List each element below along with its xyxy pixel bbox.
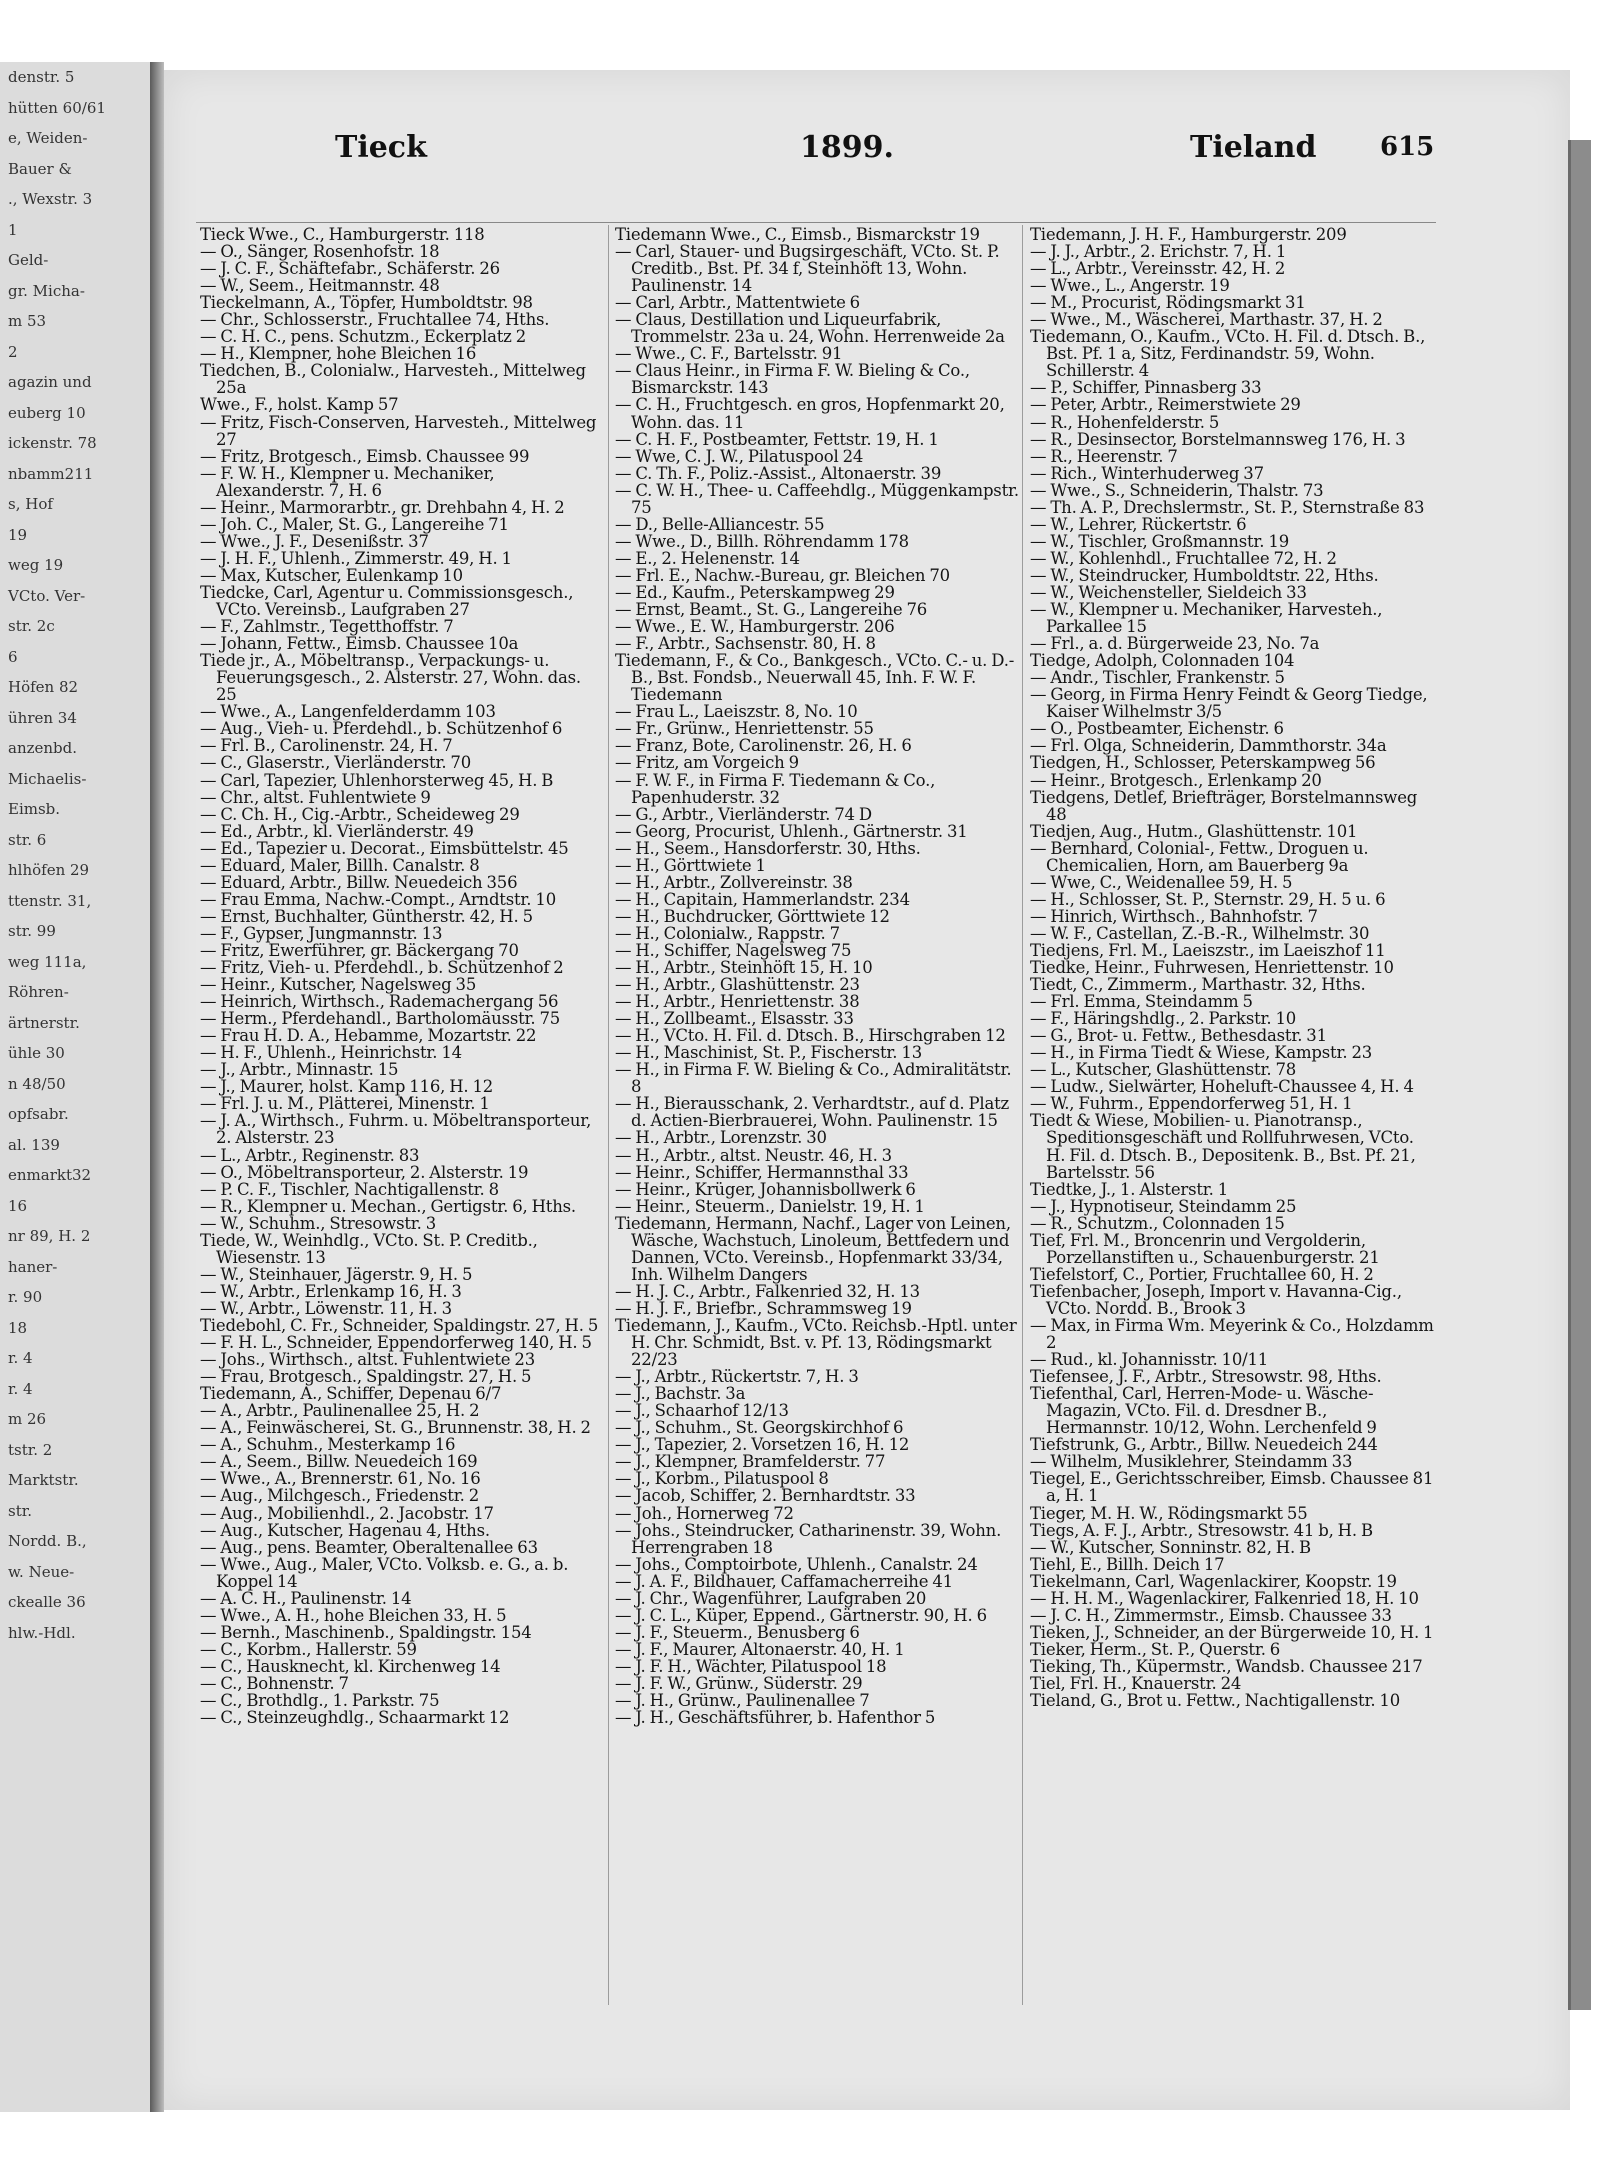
directory-entry: — G., Brot- u. Fettw., Bethesdastr. 31 [1030,1026,1327,1046]
directory-entry: Tiedt & Wiese, Mobilien- u. Pianotransp., Speditionsgeschäft und Rollfuhrwesen, VCto. H. Fil. d. Dtsch. B., Depositenk. B., Bst. Pf. 21, Bartelsstr. 56 [1030,1111,1416,1182]
previous-page-line: ckealle 36 [8,1593,86,1611]
directory-entry: Tieker, Herm., St. P., Querstr. 6 [1030,1639,1281,1659]
previous-page-line: Bauer & [8,159,72,178]
directory-entry: — Joh., Hornerweg 72 [615,1503,794,1523]
directory-entry: — Carl, Arbtr., Mattentwiete 6 [615,293,860,313]
directory-entry: — C., Bohnenstr. 7 [200,1673,349,1693]
directory-entry: — W., Lehrer, Rückertstr. 6 [1030,514,1247,534]
directory-entry: — Wwe., S., Schneiderin, Thalstr. 73 [1030,480,1324,500]
directory-entry: — H., Maschinist, St. P., Fischerstr. 13 [615,1043,922,1063]
previous-page-line: 18 [8,1318,28,1337]
directory-column-2 [615,226,1019,1726]
previous-page-line: agazin und [8,373,92,391]
directory-entry: — Ed., Kaufm., Peterskampweg 29 [615,582,895,602]
directory-entry: — H., Arbtr., Steinhöft 15, H. 10 [615,958,873,978]
directory-entry: — R., Hohenfelderstr. 5 [1030,412,1220,432]
directory-entry: — G., Arbtr., Vierländerstr. 74 D [615,804,872,824]
directory-entry: — Frl. Olga, Schneiderin, Dammthorstr. 34a [1030,736,1387,756]
directory-entry: — Carl, Stauer- und Bugsirgeschäft, VCto. St. P. Creditb., Bst. Pf. 34 f, Steinhöft 13, Wohn. Paulinenstr. 14 [615,242,1000,296]
directory-entry: — J., Tapezier, 2. Vorsetzen 16, H. 12 [615,1435,910,1455]
directory-entry: — Aug., Kutscher, Hagenau 4, Hths. [200,1520,490,1540]
directory-entry: Tiedebohl, C. Fr., Schneider, Spaldingstr. 27, H. 5 [200,1316,599,1335]
directory-entry: — Joh. C., Maler, St. G., Langereihe 71 [200,514,509,534]
directory-entry: — F., Zahlmstr., Tegetthoffstr. 7 [200,617,454,637]
directory-entry: — J. J., Arbtr., 2. Erichstr. 7, H. 1 [1030,242,1287,262]
directory-entry: Tiel, Frl. H., Knauerstr. 24 [1030,1673,1242,1693]
previous-page-line: s, Hof [8,495,53,513]
directory-entry: — F. W. F., in Firma F. Tiedemann & Co., Papenhuderstr. 32 [615,770,936,807]
directory-entry: — C. Ch. H., Cig.-Arbtr., Scheideweg 29 [200,804,520,824]
directory-entry: — Frau L., Laeiszstr. 8, No. 10 [615,702,858,722]
directory-entry: — Heinr., Brotgesch., Erlenkamp 20 [1030,770,1322,790]
directory-entry: Tiedemann Wwe., C., Eimsb., Bismarckstr 19 [615,225,980,244]
previous-page-line: Michaelis- [8,769,87,788]
directory-entry: — R., Desinsector, Borstelmannsweg 176, H. 3 [1030,429,1406,449]
directory-entry: Tief, Frl. M., Broncenrin und Vergolderin, Porzellanstiften u., Schauenburgerstr. 21 [1030,1230,1380,1267]
previous-page-line: r. 4 [8,1379,33,1398]
directory-entry: — H., Arbtr., Lorenzstr. 30 [615,1128,827,1148]
directory-entry: — H., Arbtr., Glashüttenstr. 23 [615,975,860,995]
directory-entry: — C. H. F., Postbeamter, Fettstr. 19, H. 1 [615,429,939,449]
directory-entry: — J. H., Geschäftsführer, b. Hafenthor 5 [615,1708,936,1728]
directory-entry: — Aug., pens. Beamter, Oberaltenallee 63 [200,1537,538,1557]
previous-page-line: denstr. 5 [8,68,75,86]
directory-entry: Tiefstrunk, G., Arbtr., Billw. Neuedeich 244 [1030,1435,1378,1455]
directory-entry: — Wwe., Aug., Maler, VCto. Volksb. e. G., a. b. Koppel 14 [200,1554,569,1591]
directory-entry: — Fritz, Ewerführer, gr. Bäckergang 70 [200,940,519,960]
directory-entry: — L., Arbtr., Reginenstr. 83 [200,1145,420,1165]
directory-entry: — C., Brothdlg., 1. Parkstr. 75 [200,1691,440,1711]
directory-entry: — Rud., kl. Johannisstr. 10/11 [1030,1350,1269,1370]
directory-entry: — Wwe., D., Billh. Röhrendamm 178 [615,531,909,551]
previous-page-line: Röhren- [8,983,69,1001]
directory-entry: — Johann, Fettw., Eimsb. Chaussee 10a [200,634,519,654]
directory-entry: — A., Feinwäscherei, St. G., Brunnenstr. 38, H. 2 [200,1418,591,1438]
directory-entry: — Wwe., A., Brennerstr. 61, No. 16 [200,1469,481,1489]
directory-entry: — D., Belle-Alliancestr. 55 [615,514,825,534]
directory-entry: — Max, in Firma Wm. Meyerink & Co., Holzdamm 2 [1030,1316,1434,1353]
directory-entry: Tiedgens, Detlef, Briefträger, Borstelmannsweg 48 [1030,787,1418,824]
directory-entry: — J. A., Wirthsch., Fuhrm. u. Möbeltransporteur, 2. Alsterstr. 23 [200,1111,592,1148]
directory-entry: — Frau H. D. A., Hebamme, Mozartstr. 22 [200,1026,537,1046]
directory-entry: Tiedemann, Hermann, Nachf., Lager von Leinen, Wäsche, Wachstuch, Linoleum, Bettfedern und Dannen, VCto. Vereinsb., Hopfenmarkt 33/34, Inh. Wilhelm Dangers [615,1213,1011,1284]
directory-entry: — Frl. Emma, Steindamm 5 [1030,992,1253,1012]
header-last-name: Tieland [1190,130,1317,165]
directory-entry: — M., Procurist, Rödingsmarkt 31 [1030,293,1306,313]
directory-entry: — W., Kutscher, Sonninstr. 82, H. B [1030,1537,1311,1557]
directory-entry: Tiedgen, H., Schlosser, Peterskampweg 56 [1030,753,1376,773]
previous-page-line: nbamm211 [8,464,94,483]
previous-page-line: ., Wexstr. 3 [8,190,93,208]
directory-column-3 [1030,226,1434,1709]
directory-entry: Tiekelmann, Carl, Wagenlackirer, Koopstr. 19 [1030,1571,1397,1591]
directory-entry: — Fr., Grünw., Henriettenstr. 55 [615,719,874,739]
previous-page-line: ühle 30 [8,1044,65,1062]
directory-entry: Tiehl, E., Billh. Deich 17 [1030,1554,1225,1574]
directory-entry: — Chr., altst. Fuhlentwiete 9 [200,787,431,807]
directory-entry: Tiedemann, J., Kaufm., VCto. Reichsb.-Hptl. unter H. Chr. Schmidt, Bst. v. Pf. 13, Rödingsmarkt 22/23 [615,1316,1017,1370]
previous-page-line: gr. Micha- [8,281,85,300]
directory-entry: — Fritz, Brotgesch., Eimsb. Chaussee 99 [200,446,530,466]
directory-entry: — R., Schutzm., Colonnaden 15 [1030,1213,1285,1233]
directory-entry: — H. J. C., Arbtr., Falkenried 32, H. 13 [615,1281,920,1301]
directory-entry: Tieken, J., Schneider, an der Bürgerweide 10, H. 1 [1030,1622,1434,1642]
previous-page-line: tstr. 2 [8,1440,53,1459]
directory-entry: — Johs., Steindrucker, Catharinenstr. 39, Wohn. Herrengraben 18 [615,1520,1002,1557]
header-first-name: Tieck [335,130,427,165]
directory-entry: — Ed., Arbtr., kl. Vierländerstr. 49 [200,821,474,841]
directory-entry: — Wwe., A., Langenfelderdamm 103 [200,702,496,722]
directory-entry: — C., Korbm., Hallerstr. 59 [200,1639,417,1659]
directory-entry: — J., Hypnotiseur, Steindamm 25 [1030,1196,1297,1216]
directory-entry: Tiede, W., Weinhdlg., VCto. St. P. Creditb., Wiesenstr. 13 [200,1230,538,1267]
previous-page-line: al. 139 [8,1135,60,1154]
directory-entry: — H., in Firma F. W. Bieling & Co., Admiralitätstr. 8 [615,1060,1012,1097]
directory-entry: — W., Tischler, Großmannstr. 19 [1030,531,1289,551]
directory-entry: — H. J. F., Briefbr., Schrammsweg 19 [615,1298,912,1318]
previous-page-line: 6 [8,647,18,666]
previous-page-line: 1 [8,220,18,239]
previous-page-line: hlhöfen 29 [8,861,90,879]
previous-page-line: weg 19 [8,556,64,574]
directory-entry: — Wwe., C. F., Bartelsstr. 91 [615,344,843,364]
directory-entry: — J. C. H., Zimmermstr., Eimsb. Chaussee 33 [1030,1605,1392,1625]
previous-page-line: m 26 [8,1410,47,1428]
previous-page-line: e, Weiden- [8,129,88,147]
previous-page-line: weg 111a, [8,952,87,971]
directory-entry: — J., Maurer, holst. Kamp 116, H. 12 [200,1077,494,1097]
directory-entry: — P., Schiffer, Pinnasberg 33 [1030,378,1262,398]
directory-entry: Tiedemann, A., Schiffer, Depenau 6/7 [200,1384,502,1404]
previous-page-line: w. Neue- [8,1562,75,1581]
directory-entry: Tieckelmann, A., Töpfer, Humboldtstr. 98 [200,293,533,313]
directory-entry: — Wwe., A. H., hohe Bleichen 33, H. 5 [200,1605,507,1625]
directory-entry: — H., Colonialw., Rappstr. 7 [615,923,840,943]
directory-entry: — Ernst, Beamt., St. G., Langereihe 76 [615,600,928,620]
directory-entry: — O., Sänger, Rosenhofstr. 18 [200,242,440,262]
directory-entry: — Heinrich, Wirthsch., Rademachergang 56 [200,992,559,1012]
directory-entry: — W., Kohlenhdl., Fruchtallee 72, H. 2 [1030,548,1337,568]
previous-page-line: euberg 10 [8,403,86,422]
directory-entry: — W. F., Castellan, Z.-B.-R., Wilhelmstr. 30 [1030,923,1370,943]
directory-entry: — Georg, in Firma Henry Feindt & Georg Tiedge, Kaiser Wilhelmstr 3/5 [1030,685,1428,722]
directory-entry: — Heinr., Kutscher, Nagelsweg 35 [200,975,477,995]
previous-page-line: enmarkt32 [8,1166,92,1184]
directory-entry: — H., Schiffer, Nagelsweg 75 [615,940,852,960]
directory-entry: — Claus, Destillation und Liqueurfabrik, Trommelstr. 23a u. 24, Wohn. Herrenweide 2a [615,310,1005,347]
directory-entry: — Ed., Tapezier u. Decorat., Eimsbüttelstr. 45 [200,838,569,858]
directory-entry: — C., Hausknecht, kl. Kirchenweg 14 [200,1656,501,1676]
directory-entry: — J. F. W., Grünw., Süderstr. 29 [615,1673,863,1693]
book-gutter [150,62,164,2112]
previous-page-line: Nordd. B., [8,1532,87,1550]
directory-entry: — H., Bierausschank, 2. Verhardtstr., auf d. Platz d. Actien-Bierbrauerei, Wohn. Paulinenstr. 15 [615,1094,1010,1131]
directory-entry: — J., Schuhm., St. Georgskirchhof 6 [615,1418,904,1438]
directory-entry: — Heinr., Krüger, Johannisbollwerk 6 [615,1179,916,1199]
directory-entry: — Wwe., E. W., Hamburgerstr. 206 [615,617,895,637]
directory-entry: — J., Klempner, Bramfelderstr. 77 [615,1452,886,1472]
previous-page-line: str. 2c [8,617,55,635]
directory-entry: — Frau Emma, Nachw.-Compt., Arndtstr. 10 [200,889,556,909]
directory-entry: — Carl, Tapezier, Uhlenhorsterweg 45, H. B [200,770,554,790]
directory-entry: — J. F., Maurer, Altonaerstr. 40, H. 1 [615,1639,905,1659]
previous-page-line: haner- [8,1257,58,1276]
directory-entry: — O., Möbeltransporteur, 2. Alsterstr. 19 [200,1162,529,1182]
directory-entry: — J. F. H., Wächter, Pilatuspool 18 [615,1656,887,1676]
directory-entry: — Wwe, C., Weidenallee 59, H. 5 [1030,872,1293,892]
directory-entry: Tiedemann, J. H. F., Hamburgerstr. 209 [1030,225,1347,244]
directory-entry: Tiedemann, O., Kaufm., VCto. H. Fil. d. Dtsch. B., Bst. Pf. 1 a, Sitz, Ferdinandstr. 59, Wohn. Schillerstr. 4 [1030,327,1426,381]
directory-entry: — C., Steinzeughdlg., Schaarmarkt 12 [200,1708,510,1728]
directory-entry: — Franz, Bote, Carolinenstr. 26, H. 6 [615,736,912,756]
directory-entry: — H., Görttwiete 1 [615,855,766,875]
directory-entry: — Johs., Wirthsch., altst. Fuhlentwiete 23 [200,1350,536,1370]
directory-entry: — Wwe, C. J. W., Pilatuspool 24 [615,446,864,466]
directory-entry: — J. A. F., Bildhauer, Caffamacherreihe 41 [615,1571,953,1591]
directory-entry: — H., Schlosser, St. P., Sternstr. 29, H. 5 u. 6 [1030,889,1386,909]
directory-entry: — Heinr., Schiffer, Hermannsthal 33 [615,1162,909,1182]
directory-entry: — Peter, Arbtr., Reimerstwiete 29 [1030,395,1301,415]
directory-entry: Tiedchen, B., Colonialw., Harvesteh., Mittelweg 25a [200,361,586,398]
previous-page-line: 19 [8,525,28,544]
previous-page-line: 16 [8,1196,28,1215]
directory-entry: — Th. A. P., Drechslermstr., St. P., Sternstraße 83 [1030,497,1425,517]
directory-entry: — A., Arbtr., Paulinenallee 25, H. 2 [200,1401,480,1421]
previous-page-line: anzenbd. [8,739,78,757]
directory-entry: — J. H., Grünw., Paulinenallee 7 [615,1691,870,1711]
directory-entry: Tiedtke, J., 1. Alsterstr. 1 [1030,1179,1229,1199]
directory-entry: Tiede jr., A., Möbeltransp., Verpackungs- u. Feuerungsgesch., 2. Alsterstr. 27, Wohn. das. 25 [200,651,581,705]
directory-entry: — E., 2. Helenenstr. 14 [615,548,800,568]
directory-entry: Tiegs, A. F. J., Arbtr., Stresowstr. 41 b, H. B [1030,1520,1373,1540]
directory-entry: — Jacob, Schiffer, 2. Bernhardtstr. 33 [615,1486,916,1506]
directory-entry: — C. H. C., pens. Schutzm., Eckerplatz 2 [200,327,527,347]
directory-entry: — F., Arbtr., Sachsenstr. 80, H. 8 [615,634,876,654]
directory-entry: — W., Fuhrm., Eppendorferweg 51, H. 1 [1030,1094,1353,1114]
previous-page-line: ickenstr. 78 [8,434,97,452]
previous-page-line: n 48/50 [8,1074,66,1093]
previous-page-line: hütten 60/61 [8,98,106,117]
directory-entry: — Aug., Vieh- u. Pferdehdl., b. Schützenhof 6 [200,719,563,739]
directory-entry: — J. C. F., Schäftefabr., Schäferstr. 26 [200,259,500,279]
directory-entry: — H., Zollbeamt., Elsasstr. 33 [615,1009,854,1029]
directory-entry: — Ernst, Buchhalter, Güntherstr. 42, H. 5 [200,906,533,926]
directory-entry: — H. H. M., Wagenlackirer, Falkenried 18, H. 10 [1030,1588,1419,1608]
directory-entry: — R., Klempner u. Mechan., Gertigstr. 6, Hths. [200,1196,576,1216]
directory-entry: — R., Heerenstr. 7 [1030,446,1178,466]
directory-entry: — J., Arbtr., Minnastr. 15 [200,1060,399,1080]
directory-entry: Tieland, G., Brot u. Fettw., Nachtigallenstr. 10 [1030,1691,1401,1711]
directory-entry: Tieck Wwe., C., Hamburgerstr. 118 [200,225,485,244]
directory-entry: — H. F., Uhlenh., Heinrichstr. 14 [200,1043,462,1063]
previous-page-fragment [0,62,152,2112]
directory-entry: — H., Arbtr., Henriettenstr. 38 [615,992,860,1012]
directory-entry: Tiegel, E., Gerichtsschreiber, Eimsb. Chaussee 81 a, H. 1 [1030,1469,1434,1506]
previous-page-line: ühren 34 [8,708,77,727]
directory-entry: — L., Arbtr., Vereinsstr. 42, H. 2 [1030,259,1286,279]
directory-entry: — H., VCto. H. Fil. d. Dtsch. B., Hirschgraben 12 [615,1026,1006,1046]
column-divider [608,225,609,2005]
directory-entry: — C., Glaserstr., Vierländerstr. 70 [200,753,472,773]
previous-page-line: r. 4 [8,1349,33,1367]
previous-page-line: Marktstr. [8,1471,79,1489]
column-divider [1022,225,1023,2005]
directory-entry: — H., Arbtr., altst. Neustr. 46, H. 3 [615,1145,892,1165]
previous-page-line: str. 6 [8,830,47,849]
directory-entry: — Claus Heinr., in Firma F. W. Bieling & Co., Bismarckstr. 143 [615,361,970,398]
directory-entry: — Andr., Tischler, Frankenstr. 5 [1030,668,1285,688]
directory-entry: Tiefenthal, Carl, Herren-Mode- u. Wäsche-Magazin, VCto. Fil. d. Dresdner B., Hermannstr. 10/12, Wohn. Lerchenfeld 9 [1030,1384,1377,1438]
directory-entry: Tieger, M. H. W., Rödingsmarkt 55 [1030,1503,1308,1523]
directory-entry: — F., Häringshdlg., 2. Parkstr. 10 [1030,1009,1297,1029]
directory-entry: — Frl., a. d. Bürgerweide 23, No. 7a [1030,634,1320,654]
directory-entry: Tiefelstorf, C., Portier, Fruchtallee 60, H. 2 [1030,1264,1374,1284]
directory-entry: — Bernh., Maschinenb., Spaldingstr. 154 [200,1622,532,1642]
directory-entry: Tiedge, Adolph, Colonnaden 104 [1030,651,1295,671]
directory-entry: — W., Steinhauer, Jägerstr. 9, H. 5 [200,1264,473,1284]
page-number: 615 [1380,132,1435,162]
directory-entry: — H., in Firma Tiedt & Wiese, Kampstr. 23 [1030,1043,1373,1063]
directory-entry: Tiefensee, J. F., Arbtr., Stresowstr. 98, Hths. [1030,1367,1382,1387]
directory-entry: — H., Seem., Hansdorferstr. 30, Hths. [615,838,921,858]
directory-entry: — Frl. J. u. M., Plätterei, Minenstr. 1 [200,1094,490,1114]
directory-entry: Wwe., F., holst. Kamp 57 [200,395,399,415]
directory-entry: — H., Capitain, Hammerlandstr. 234 [615,889,910,909]
previous-page-line: ttenstr. 31, [8,891,92,910]
directory-entry: — O., Postbeamter, Eichenstr. 6 [1030,719,1284,739]
directory-entry: Tiedt, C., Zimmerm., Marthastr. 32, Hths. [1030,975,1366,995]
previous-page-line: VCto. Ver- [8,586,86,605]
previous-page-line: Geld- [8,251,49,269]
directory-entry: — J., Schaarhof 12/13 [615,1401,789,1421]
directory-entry: — Wwe., L., Angerstr. 19 [1030,276,1230,296]
directory-entry: — A., Seem., Billw. Neuedeich 169 [200,1452,478,1472]
previous-page-line: opfsabr. [8,1105,69,1123]
directory-entry: Tiedke, Heinr., Fuhrwesen, Henriettenstr. 10 [1030,958,1394,978]
directory-entry: — Rich., Winterhuderweg 37 [1030,463,1264,483]
directory-entry: — W., Klempner u. Mechaniker, Harvesteh., Parkallee 15 [1030,600,1383,637]
directory-entry: — W., Arbtr., Erlenkamp 16, H. 3 [200,1281,462,1301]
previous-page-line: ärtnerstr. [8,1013,80,1032]
previous-page-line: hlw.-Hdl. [8,1623,76,1642]
page-edge-stack [1568,140,1591,2010]
directory-entry: — Wwe., J. F., Desenißstr. 37 [200,531,429,551]
directory-entry: — H., Buchdrucker, Görttwiete 12 [615,906,890,926]
directory-entry: — A. C. H., Paulinenstr. 14 [200,1588,412,1608]
directory-entry: — Heinr., Marmorarbtr., gr. Drehbahn 4, H. 2 [200,497,565,517]
directory-entry: Tiefenbacher, Joseph, Import v. Havanna-Cig., VCto. Nordd. B., Brook 3 [1030,1281,1402,1318]
directory-entry: — Max, Kutscher, Eulenkamp 10 [200,565,463,585]
directory-entry: — F., Gypser, Jungmannstr. 13 [200,923,443,943]
directory-entry: — Ludw., Sielwärter, Hoheluft-Chaussee 4, H. 4 [1030,1077,1414,1097]
directory-entry: — J., Arbtr., Rückertstr. 7, H. 3 [615,1367,859,1387]
directory-entry: — W., Weichensteller, Sieldeich 33 [1030,582,1307,602]
previous-page-line: str. [8,1501,33,1520]
directory-entry: — J., Korbm., Pilatuspool 8 [615,1469,829,1489]
directory-entry: Tiedcke, Carl, Agentur u. Commissionsgesch., VCto. Vereinsb., Laufgraben 27 [200,582,574,620]
directory-entry: — Aug., Mobilienhdl., 2. Jacobstr. 17 [200,1503,494,1523]
directory-entry: Tieking, Th., Küpermstr., Wandsb. Chaussee 217 [1030,1656,1423,1676]
directory-entry: — Wilhelm, Musiklehrer, Steindamm 33 [1030,1452,1353,1472]
previous-page-line: str. 99 [8,922,56,940]
directory-entry: — Frl. E., Nachw.-Bureau, gr. Bleichen 70 [615,565,950,585]
directory-entry: — J. F., Steuerm., Benusberg 6 [615,1622,860,1642]
directory-entry: — C. H., Fruchtgesch. en gros, Hopfenmarkt 20, Wohn. das. 11 [615,395,1005,432]
directory-entry: — Fritz, am Vorgeich 9 [615,753,799,773]
previous-page-line: Eimsb. [8,800,61,818]
directory-entry: — F. W. H., Klempner u. Mechaniker, Alexanderstr. 7, H. 6 [200,463,495,500]
directory-entry: — Fritz, Vieh- u. Pferdehdl., b. Schützenhof 2 [200,958,564,978]
directory-entry: — F. H. L., Schneider, Eppendorferweg 140, H. 5 [200,1333,592,1353]
header-year: 1899. [800,130,894,165]
previous-page-line: r. 90 [8,1288,43,1306]
directory-entry: — W., Arbtr., Löwenstr. 11, H. 3 [200,1298,452,1318]
directory-entry: — J. H. F., Uhlenh., Zimmerstr. 49, H. 1 [200,548,512,568]
directory-entry: — Eduard, Maler, Billh. Canalstr. 8 [200,855,480,875]
previous-page-line: Höfen 82 [8,678,79,696]
directory-entry: — A., Schuhm., Mesterkamp 16 [200,1435,456,1455]
directory-entry: — J. Chr., Wagenführer, Laufgraben 20 [615,1588,927,1608]
directory-entry: — Frl. B., Carolinenstr. 24, H. 7 [200,736,453,756]
directory-entry: — Eduard, Arbtr., Billw. Neuedeich 356 [200,872,518,892]
directory-entry: — W., Seem., Heitmannstr. 48 [200,276,440,296]
directory-entry: — H., Klempner, hohe Bleichen 16 [200,344,477,364]
directory-entry: Tiedemann, F., & Co., Bankgesch., VCto. C.- u. D.-B., Bst. Fondsb., Neuerwall 45, Inh. F. W. F. Tiedemann [615,651,1015,705]
directory-entry: — Aug., Milchgesch., Friedenstr. 2 [200,1486,479,1506]
directory-entry: — Hinrich, Wirthsch., Bahnhofstr. 7 [1030,906,1318,926]
directory-entry: — L., Kutscher, Glashüttenstr. 78 [1030,1060,1297,1080]
directory-entry: — C. Th. F., Poliz.-Assist., Altonaerstr. 39 [615,463,942,483]
previous-page-line: 2 [8,342,18,361]
directory-entry: — Frau, Brotgesch., Spaldingstr. 27, H. 5 [200,1367,532,1387]
directory-entry: — Fritz, Fisch-Conserven, Harvesteh., Mittelweg 27 [200,412,597,449]
header-rule [196,222,1436,223]
directory-entry: — Chr., Schlosserstr., Fruchtallee 74, Hths. [200,310,550,330]
directory-entry: — Herm., Pferdehandl., Bartholomäusstr. 75 [200,1009,561,1029]
directory-entry: — W., Schuhm., Stresowstr. 3 [200,1213,437,1233]
directory-entry: — Bernhard, Colonial-, Fettw., Droguen u. Chemicalien, Horn, am Bauerberg 9a [1030,838,1369,875]
directory-entry: Tiedjens, Frl. M., Laeiszstr., im Laeiszhof 11 [1030,940,1386,960]
previous-page-line: nr 89, H. 2 [8,1227,91,1245]
directory-entry: — Wwe., M., Wäscherei, Marthastr. 37, H. 2 [1030,310,1383,330]
directory-entry: — H., Arbtr., Zollvereinstr. 38 [615,872,853,892]
directory-entry: — Heinr., Steuerm., Danielstr. 19, H. 1 [615,1196,925,1216]
directory-entry: — C. W. H., Thee- u. Caffeehdlg., Müggenkampstr. 75 [615,480,1019,517]
directory-entry: — J. C. L., Küper, Eppend., Gärtnerstr. 90, H. 6 [615,1605,987,1625]
directory-column-1 [200,226,604,1726]
directory-entry: — Johs., Comptoirbote, Uhlenh., Canalstr. 24 [615,1554,978,1574]
directory-entry: — P. C. F., Tischler, Nachtigallenstr. 8 [200,1179,499,1199]
previous-page-line: m 53 [8,312,47,330]
directory-entry: — Georg, Procurist, Uhlenh., Gärtnerstr. 31 [615,821,968,841]
directory-entry: Tiedjen, Aug., Hutm., Glashüttenstr. 101 [1030,821,1358,841]
directory-entry: — J., Bachstr. 3a [615,1384,746,1404]
directory-entry: — W., Steindrucker, Humboldtstr. 22, Hths. [1030,565,1379,585]
